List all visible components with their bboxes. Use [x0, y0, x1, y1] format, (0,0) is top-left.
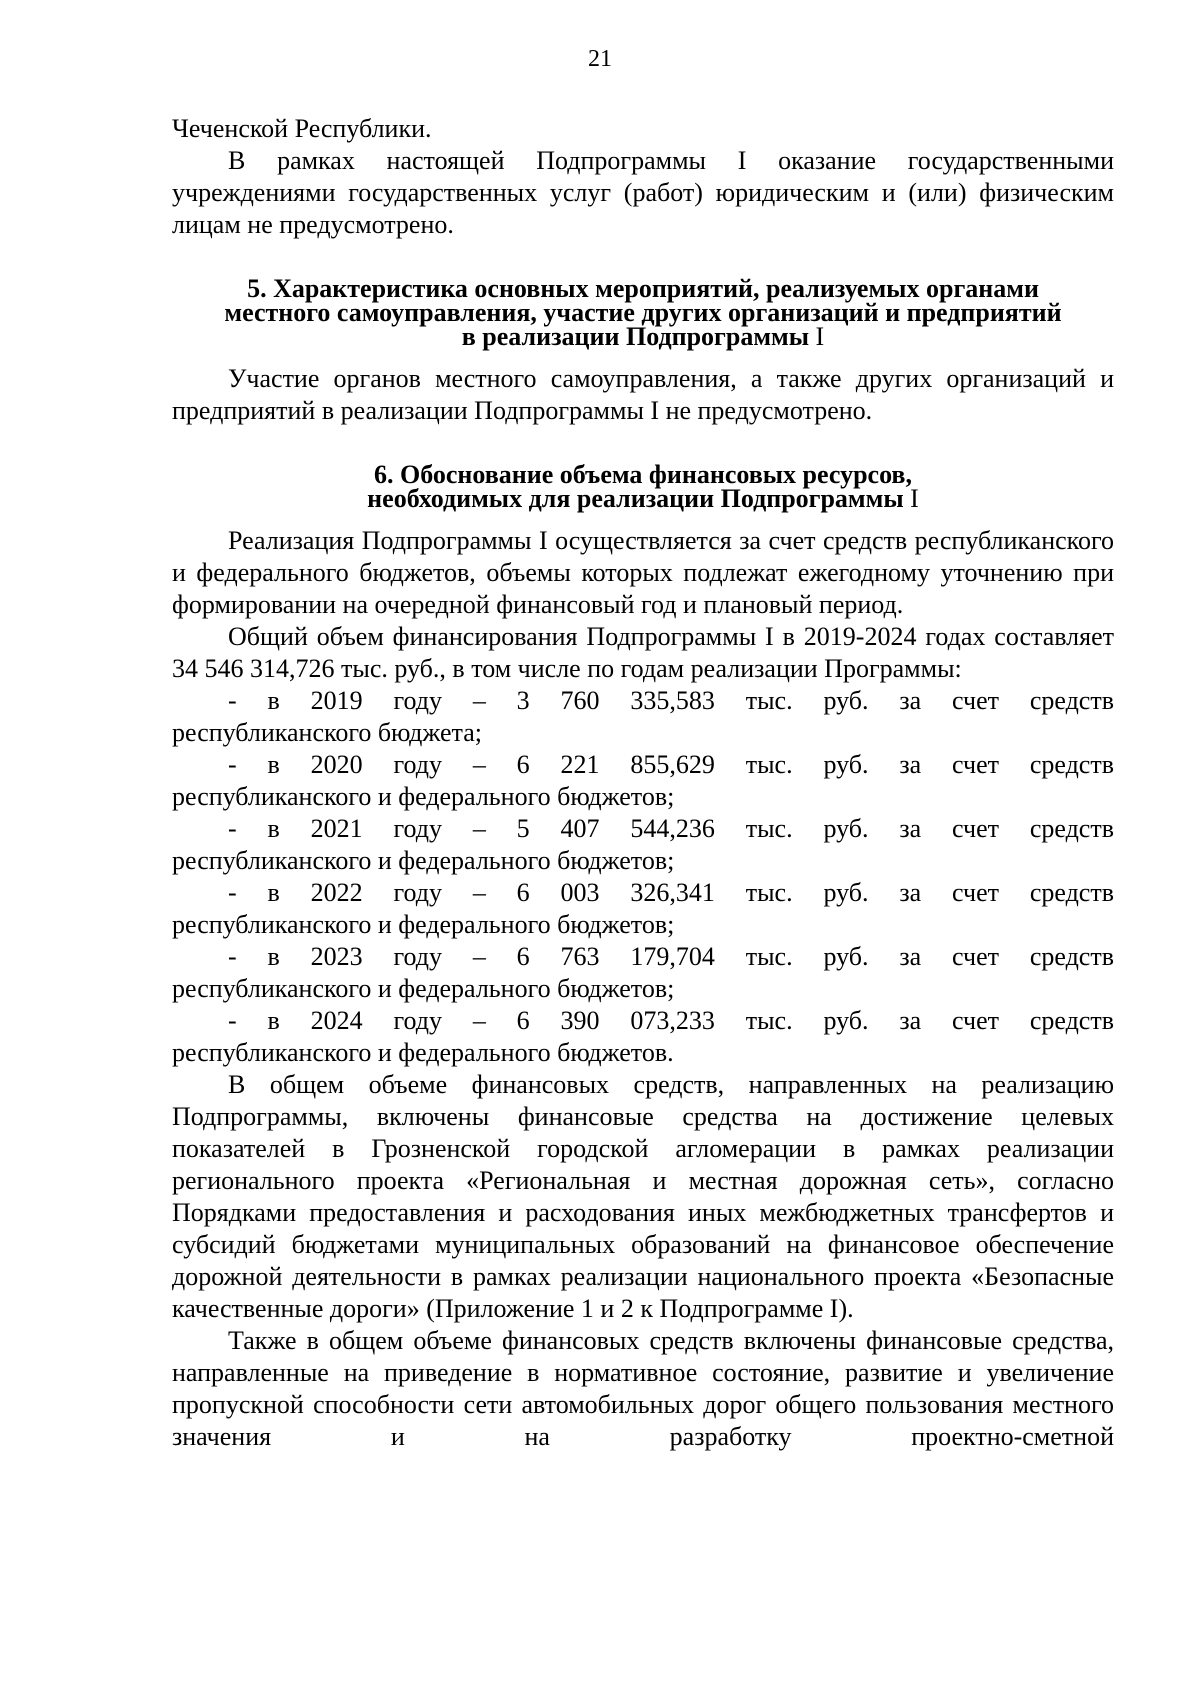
- section-5-text: Участие органов местного самоуправления, а также других организаций и предприятий в реализации Подпрограммы I не предусмотрено.: [172, 364, 1114, 425]
- section-6-heading: [172, 460, 1114, 513]
- page-number: 21: [588, 46, 612, 72]
- section-6-paragraph-4: Также в общем объеме финансовых средств включены финансовые средства, направленные на приведение в нормативное состояние, развитие и увеличение пропускной способности сети автомобильных дорог общего пользования местного значения и на разработку проектно-сметной: [172, 1326, 1114, 1451]
- year-2020-source: республиканского и федерального бюджетов;: [172, 782, 675, 811]
- year-2022-line: - в 2022 году – 6 003 326,341 тыс. руб. за счет средств: [228, 878, 1114, 907]
- year-2023-line: - в 2023 году – 6 763 179,704 тыс. руб. за счет средств: [228, 942, 1114, 971]
- year-2022-source: республиканского и федерального бюджетов;: [172, 910, 675, 939]
- section-6-heading-line-2: необходимых для реализации Подпрограммы: [367, 484, 904, 513]
- year-2019-source: республиканского бюджета;: [172, 718, 482, 747]
- section-5-heading-roman: I: [809, 322, 825, 351]
- year-2023-source: республиканского и федерального бюджетов;: [172, 974, 675, 1003]
- section-6-paragraph-1: Реализация Подпрограммы I осуществляется за счет средств республиканского и федерального бюджетов, объемы которых подлежат ежегодному уточнению при формировании на очередной финансовый год и плановый период.: [172, 526, 1114, 619]
- year-2021-source: республиканского и федерального бюджетов;: [172, 846, 675, 875]
- year-2024-line: - в 2024 году – 6 390 073,233 тыс. руб. за счет средств: [228, 1006, 1114, 1035]
- section-5-heading: [172, 274, 1114, 351]
- page-content: [172, 113, 1114, 1453]
- paragraph-continuation: Чеченской Республики.: [172, 114, 432, 143]
- section-5-heading-line-1: 5. Характеристика основных мероприятий, реализуемых органами: [247, 274, 1039, 303]
- section-6-heading-roman: I: [903, 484, 919, 513]
- paragraph-services: В рамках настоящей Подпрограммы I оказание государственными учреждениями государственных услуг (работ) юридическим и (или) физическим лицам не предусмотрено.: [172, 146, 1114, 239]
- section-6-paragraph-3: В общем объеме финансовых средств, направленных на реализацию Подпрограммы, включены финансовые средства на достижение целевых показателей в Грозненской городской агломерации в рамках реализации регионального проекта «Региональная и местная дорожная сеть», согласно Порядками предоставления и расходования иных межбюджетных трансфертов и субсидий бюджетами муниципальных образований на финансовое обеспечение дорожной деятельности в рамках реализации национального проекта «Безопасные качественные дороги» (Приложение 1 и 2 к Подпрограмме I).: [172, 1070, 1114, 1323]
- year-2020-line: - в 2020 году – 6 221 855,629 тыс. руб. за счет средств: [228, 750, 1114, 779]
- year-2019-line: - в 2019 году – 3 760 335,583 тыс. руб. за счет средств: [228, 686, 1114, 715]
- year-2024-source: республиканского и федерального бюджетов.: [172, 1038, 674, 1067]
- section-6-paragraph-2: Общий объем финансирования Подпрограммы I в 2019-2024 годах составляет 34 546 314,726 тыс. руб., в том числе по годам реализации Программы:: [172, 622, 1114, 683]
- section-5-heading-line-2: местного самоуправления, участие других организаций и предприятий: [224, 298, 1062, 327]
- section-5-heading-line-3: в реализации Подпрограммы: [461, 322, 810, 351]
- section-6-heading-line-1: 6. Обоснование объема финансовых ресурсов,: [374, 460, 912, 489]
- year-2021-line: - в 2021 году – 5 407 544,236 тыс. руб. за счет средств: [228, 814, 1114, 843]
